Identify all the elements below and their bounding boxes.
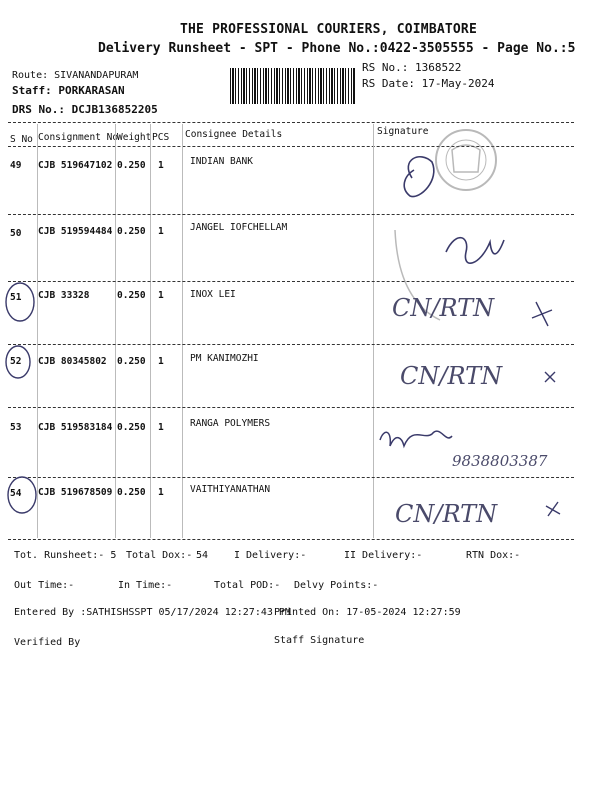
col-signature: Signature [377,126,429,137]
row-consignment: CJB 519583184 [38,422,113,433]
drs-number: DRS No.: DCJB136852205 [12,103,158,116]
row-consignee: JANGEL IOFCHELLAM [190,222,288,233]
row-consignment: CJB 519647102 [38,160,113,171]
col-pcs: PCS [152,132,170,143]
circle-mark-54 [8,477,36,513]
row-weight: 0.250 [117,422,146,433]
total-runsheet: Tot. Runsheet:- 5 [14,550,117,561]
col-consignee: Consignee Details [185,129,283,140]
ii-delivery: II Delivery:- [344,550,423,561]
row-weight: 0.250 [117,160,146,171]
row-pcs: 1 [158,422,164,433]
rs-date: RS Date: 17-May-2024 [362,77,495,90]
row-consignee: RANGA POLYMERS [190,418,271,429]
rs-number: RS No.: 1368522 [362,61,462,74]
row-sno: 51 [10,292,22,303]
printed-on: Printed On: 17-05-2024 12:27:59 [274,607,461,618]
row-weight: 0.250 [117,226,146,237]
rtn-dox: RTN Dox:- [466,550,521,561]
circle-mark-52 [6,346,30,378]
circle-mark-51 [6,283,34,321]
row-weight: 0.250 [117,356,146,367]
row-sno: 54 [10,488,22,499]
row-consignee: INDIAN BANK [190,156,253,167]
handwritten-rtn-51: CN/RTN [392,294,495,322]
row-sno: 50 [10,228,22,239]
row-sno: 49 [10,160,22,171]
total-pod: Total POD:- [214,580,281,591]
row-consignee: INOX LEI [190,289,236,300]
signature-49 [404,157,434,197]
in-time: In Time:- [118,580,173,591]
signature-50 [446,238,504,264]
runsheet-title: Delivery Runsheet - SPT - Phone No.:0422-3505555 - Page No.:5 [98,41,576,56]
row-pcs: 1 [158,226,164,237]
cross-mark-52 [545,372,555,382]
stamp-seal [395,130,496,320]
row-consignee: PM KANIMOZHI [190,353,259,364]
handwritten-rtn-52: CN/RTN [400,362,503,390]
col-consignment: Consignment No [38,132,119,143]
row-weight: 0.250 [117,487,146,498]
cross-mark-54 [546,502,560,516]
verified-by: Verified By [14,637,81,648]
route-label: Route: SIVANANDAPURAM [12,70,139,81]
row-pcs: 1 [158,487,164,498]
row-sno: 53 [10,422,22,433]
out-time: Out Time:- [14,580,75,591]
total-dox-label: Total Dox:- [126,550,193,561]
row-consignment: CJB 80345802 [38,356,107,367]
total-dox-value: 54 [196,550,209,561]
staff-signature: Staff Signature [274,635,365,646]
row-consignment: CJB 519594484 [38,226,113,237]
row-pcs: 1 [158,290,164,301]
row-consignment: CJB 519678509 [38,487,113,498]
company-title: THE PROFESSIONAL COURIERS, COIMBATORE [180,22,477,37]
i-delivery: I Delivery:- [234,550,307,561]
row-weight: 0.250 [117,290,146,301]
row-sno: 52 [10,356,22,367]
col-sno: S No [10,134,33,145]
handwritten-rtn-54: CN/RTN [395,500,498,528]
staff-label: Staff: PORKARASAN [12,84,125,97]
delivery-points: Delvy Points:- [294,580,379,591]
row-consignment: CJB 33328 [38,290,90,301]
cross-mark-51 [532,302,552,326]
row-consignee: VAITHIYANATHAN [190,484,271,495]
signature-53 [380,431,452,446]
handwritten-phone-53: 9838803387 [452,452,548,470]
col-weight: Weight [117,132,152,143]
entered-by: Entered By :SATHISHSSPT 05/17/2024 12:27:43 PM [14,607,291,618]
row-pcs: 1 [158,160,164,171]
row-pcs: 1 [158,356,164,367]
